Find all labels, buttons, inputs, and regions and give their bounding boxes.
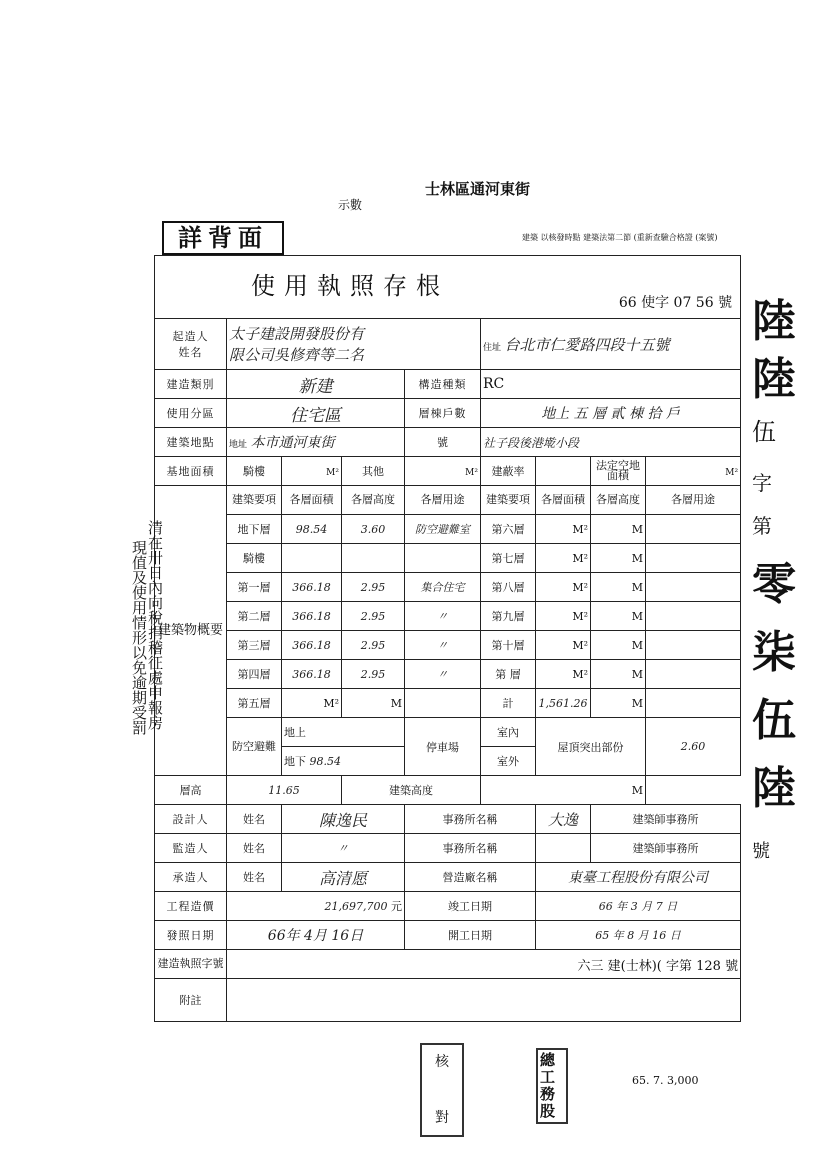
corner-stamp: 建築 以核發時點 建築法第二節 (重新查驗合格證 (案號) xyxy=(522,233,718,242)
unit-m: M xyxy=(591,573,646,602)
zone-label: 使用分區 xyxy=(155,399,227,428)
floor-name-right: 第六層 xyxy=(481,515,536,544)
arcade-label: 騎樓 xyxy=(227,457,282,486)
floor-name: 第三層 xyxy=(227,631,282,660)
applicant-name-line1: 太子建設開發股份有 xyxy=(229,325,365,343)
col-use: 各層用途 xyxy=(405,486,481,515)
site-number-label: 號 xyxy=(405,428,481,457)
floor-area: 366.18 xyxy=(282,602,342,631)
col-item: 建築要項 xyxy=(227,486,282,515)
margin-char: 陸 xyxy=(752,763,796,814)
margin-char: 第 xyxy=(752,514,772,538)
floor-use: 〃 xyxy=(405,631,481,660)
parking-label: 停車場 xyxy=(405,718,481,776)
permit-form xyxy=(154,255,741,1022)
floor-area: 366.18 xyxy=(282,660,342,689)
roof-label: 屋頂突出部份 xyxy=(536,718,646,776)
print-info: 65. 7. 3,000 xyxy=(632,1074,699,1087)
floor-name-right: 第 層 xyxy=(481,660,536,689)
unit-m2: M² xyxy=(536,631,591,660)
arcade-unit: M² xyxy=(326,467,339,478)
applicant-name-line2: 限公司吳修齊等二名 xyxy=(229,346,365,364)
supervisor-name: 〃 xyxy=(282,834,405,863)
floors-value: 地上 五 層 貳 棟 拾 戶 xyxy=(481,399,741,428)
right-margin-numbers xyxy=(752,296,812,863)
col-height: 各層高度 xyxy=(342,486,405,515)
col-use-right: 各層用途 xyxy=(646,486,741,515)
unit-m: M xyxy=(591,660,646,689)
issue-label: 發照日期 xyxy=(155,921,227,950)
permit-value: 六三 建(士林)( 字第 128 號 xyxy=(227,950,741,979)
unit-m: M xyxy=(591,602,646,631)
unit-m: M xyxy=(481,776,646,805)
indoor-label: 室內 xyxy=(481,718,536,747)
office-label: 事務所名稱 xyxy=(405,834,536,863)
supervisor-label: 監造人 xyxy=(155,834,227,863)
storey-height-label: 層高 xyxy=(155,776,227,805)
other-label: 其他 xyxy=(342,457,405,486)
col-item-right: 建築要項 xyxy=(481,486,536,515)
contractor-label: 承造人 xyxy=(155,863,227,892)
margin-char: 伍 xyxy=(752,418,776,446)
margin-char: 號 xyxy=(752,841,770,862)
designer-label: 設計人 xyxy=(155,805,227,834)
district-office: 士林區通河東街 xyxy=(425,180,531,198)
address-word: 地址 xyxy=(229,440,248,450)
floors-label: 層棟戶數 xyxy=(405,399,481,428)
legal-space-label: 法定空地面積 xyxy=(591,457,646,486)
name-label: 姓名 xyxy=(227,805,282,834)
check-box xyxy=(420,1043,464,1137)
floor-height: 3.60 xyxy=(342,515,405,544)
col-area: 各層面積 xyxy=(282,486,342,515)
start-date: 65 年 8 月 16 日 xyxy=(536,921,741,950)
margin-char: 陸 xyxy=(752,354,796,405)
floor-area: 366.18 xyxy=(282,573,342,602)
applicant-address-label: 住址 xyxy=(483,342,502,353)
floor-use: 〃 xyxy=(405,660,481,689)
floor-use: 防空避難室 xyxy=(405,515,481,544)
name-label: 姓名 xyxy=(227,863,282,892)
issue-date: 66年 4月 16日 xyxy=(227,921,405,950)
start-label: 開工日期 xyxy=(405,921,536,950)
col-height-right: 各層高度 xyxy=(591,486,646,515)
floor-area: 366.18 xyxy=(282,631,342,660)
completion-date: 66 年 3 月 7 日 xyxy=(536,892,741,921)
floor-name-right: 第八層 xyxy=(481,573,536,602)
name-label: 姓名 xyxy=(178,346,203,359)
designer-name: 陳逸民 xyxy=(282,805,405,834)
unit-m2: M² xyxy=(536,573,591,602)
col-area-right: 各層面積 xyxy=(536,486,591,515)
name-label: 姓名 xyxy=(227,834,282,863)
base-area-label: 基地面積 xyxy=(155,457,227,486)
structure-value: RC xyxy=(481,370,741,399)
unit-m2: M² xyxy=(536,544,591,573)
office-label: 事務所名稱 xyxy=(405,805,536,834)
applicant-address: 台北市仁愛路四段十五號 xyxy=(504,335,670,354)
office-suffix: 建築師事務所 xyxy=(591,834,741,863)
floor-name-right: 第九層 xyxy=(481,602,536,631)
structure-label: 構造種類 xyxy=(405,370,481,399)
unit-m: M xyxy=(342,689,405,718)
check-label-2: 對 xyxy=(435,1110,449,1126)
coverage-label: 建蔽率 xyxy=(481,457,536,486)
cost-unit: 元 xyxy=(391,900,402,913)
unit-m2: M² xyxy=(536,515,591,544)
below-value: 98.54 xyxy=(309,755,341,768)
unit-m: M xyxy=(591,631,646,660)
contractor-name: 高清愿 xyxy=(282,863,405,892)
stamp-note: 示數 xyxy=(338,198,363,212)
unit-m: M xyxy=(591,689,646,718)
page-title: 使用執照存根 xyxy=(251,272,449,300)
site-label: 建築地點 xyxy=(155,428,227,457)
contractor-company: 東臺工程股份有限公司 xyxy=(536,863,741,892)
side-note-1: 清在卅日內向稅捐稽征處申報房 xyxy=(146,520,164,730)
total-label: 計 xyxy=(481,689,536,718)
completion-label: 竣工日期 xyxy=(405,892,536,921)
below-label: 地下 xyxy=(284,755,306,768)
official-seal: 總工務股 xyxy=(536,1048,568,1124)
floor-name: 騎樓 xyxy=(227,544,282,573)
floor-area: 98.54 xyxy=(282,515,342,544)
check-label: 核 xyxy=(435,1054,449,1070)
site-lot: 社子段後港墘小段 xyxy=(481,428,741,457)
other-unit: M² xyxy=(465,467,478,478)
permit-label: 建造執照字號 xyxy=(155,950,227,979)
floor-name: 第四層 xyxy=(227,660,282,689)
remark-label: 附註 xyxy=(155,979,227,1022)
margin-char: 柒 xyxy=(752,627,796,678)
floor-name: 第一層 xyxy=(227,573,282,602)
floor-use: 〃 xyxy=(405,602,481,631)
floor-name-right: 第七層 xyxy=(481,544,536,573)
civil-defense-label: 防空避難 xyxy=(227,718,282,776)
floor-height: 2.95 xyxy=(342,631,405,660)
build-type-label: 建造類別 xyxy=(155,370,227,399)
building-summary-label: 建築物概要 xyxy=(155,486,227,776)
total-area: 1,561.26 xyxy=(536,689,591,718)
detail-label: 詳背面 xyxy=(162,221,284,255)
unit-m: M xyxy=(591,515,646,544)
margin-char: 伍 xyxy=(752,695,796,746)
margin-char: 陸 xyxy=(752,296,796,347)
outdoor-label: 室外 xyxy=(481,747,536,776)
margin-char: 字 xyxy=(752,471,772,495)
floor-height: 2.95 xyxy=(342,660,405,689)
unit-m: M xyxy=(591,544,646,573)
floor-use: 集合住宅 xyxy=(405,573,481,602)
cost-value: 21,697,700 xyxy=(324,900,388,913)
designer-office: 大逸 xyxy=(536,805,591,834)
floor-name-right: 第十層 xyxy=(481,631,536,660)
unit-m2: M² xyxy=(536,602,591,631)
permit-number: 66 使字 07 56 號 xyxy=(618,295,733,311)
building-height-label: 建築高度 xyxy=(342,776,481,805)
office-suffix: 建築師事務所 xyxy=(591,805,741,834)
margin-char: 零 xyxy=(752,559,796,610)
roof-value: 2.60 xyxy=(646,718,741,776)
legal-space-unit: M² xyxy=(725,467,739,478)
cost-label: 工程造價 xyxy=(155,892,227,921)
floor-name: 第二層 xyxy=(227,602,282,631)
floor-name: 第五層 xyxy=(227,689,282,718)
floor-height: 2.95 xyxy=(342,602,405,631)
zone-value: 住宅區 xyxy=(227,399,405,428)
storey-height: 11.65 xyxy=(227,776,342,805)
site-address: 本市通河東街 xyxy=(250,435,335,451)
above-label: 地上 xyxy=(284,726,306,739)
side-note-2: 現值及使用情形以免逾期受罰 xyxy=(130,540,148,735)
applicant-label: 起造人 xyxy=(172,330,209,343)
builder-label: 營造廠名稱 xyxy=(405,863,536,892)
unit-m2: M² xyxy=(536,660,591,689)
floor-name: 地下層 xyxy=(227,515,282,544)
unit-m2: M² xyxy=(282,689,342,718)
build-type: 新建 xyxy=(227,370,405,399)
floor-height: 2.95 xyxy=(342,573,405,602)
